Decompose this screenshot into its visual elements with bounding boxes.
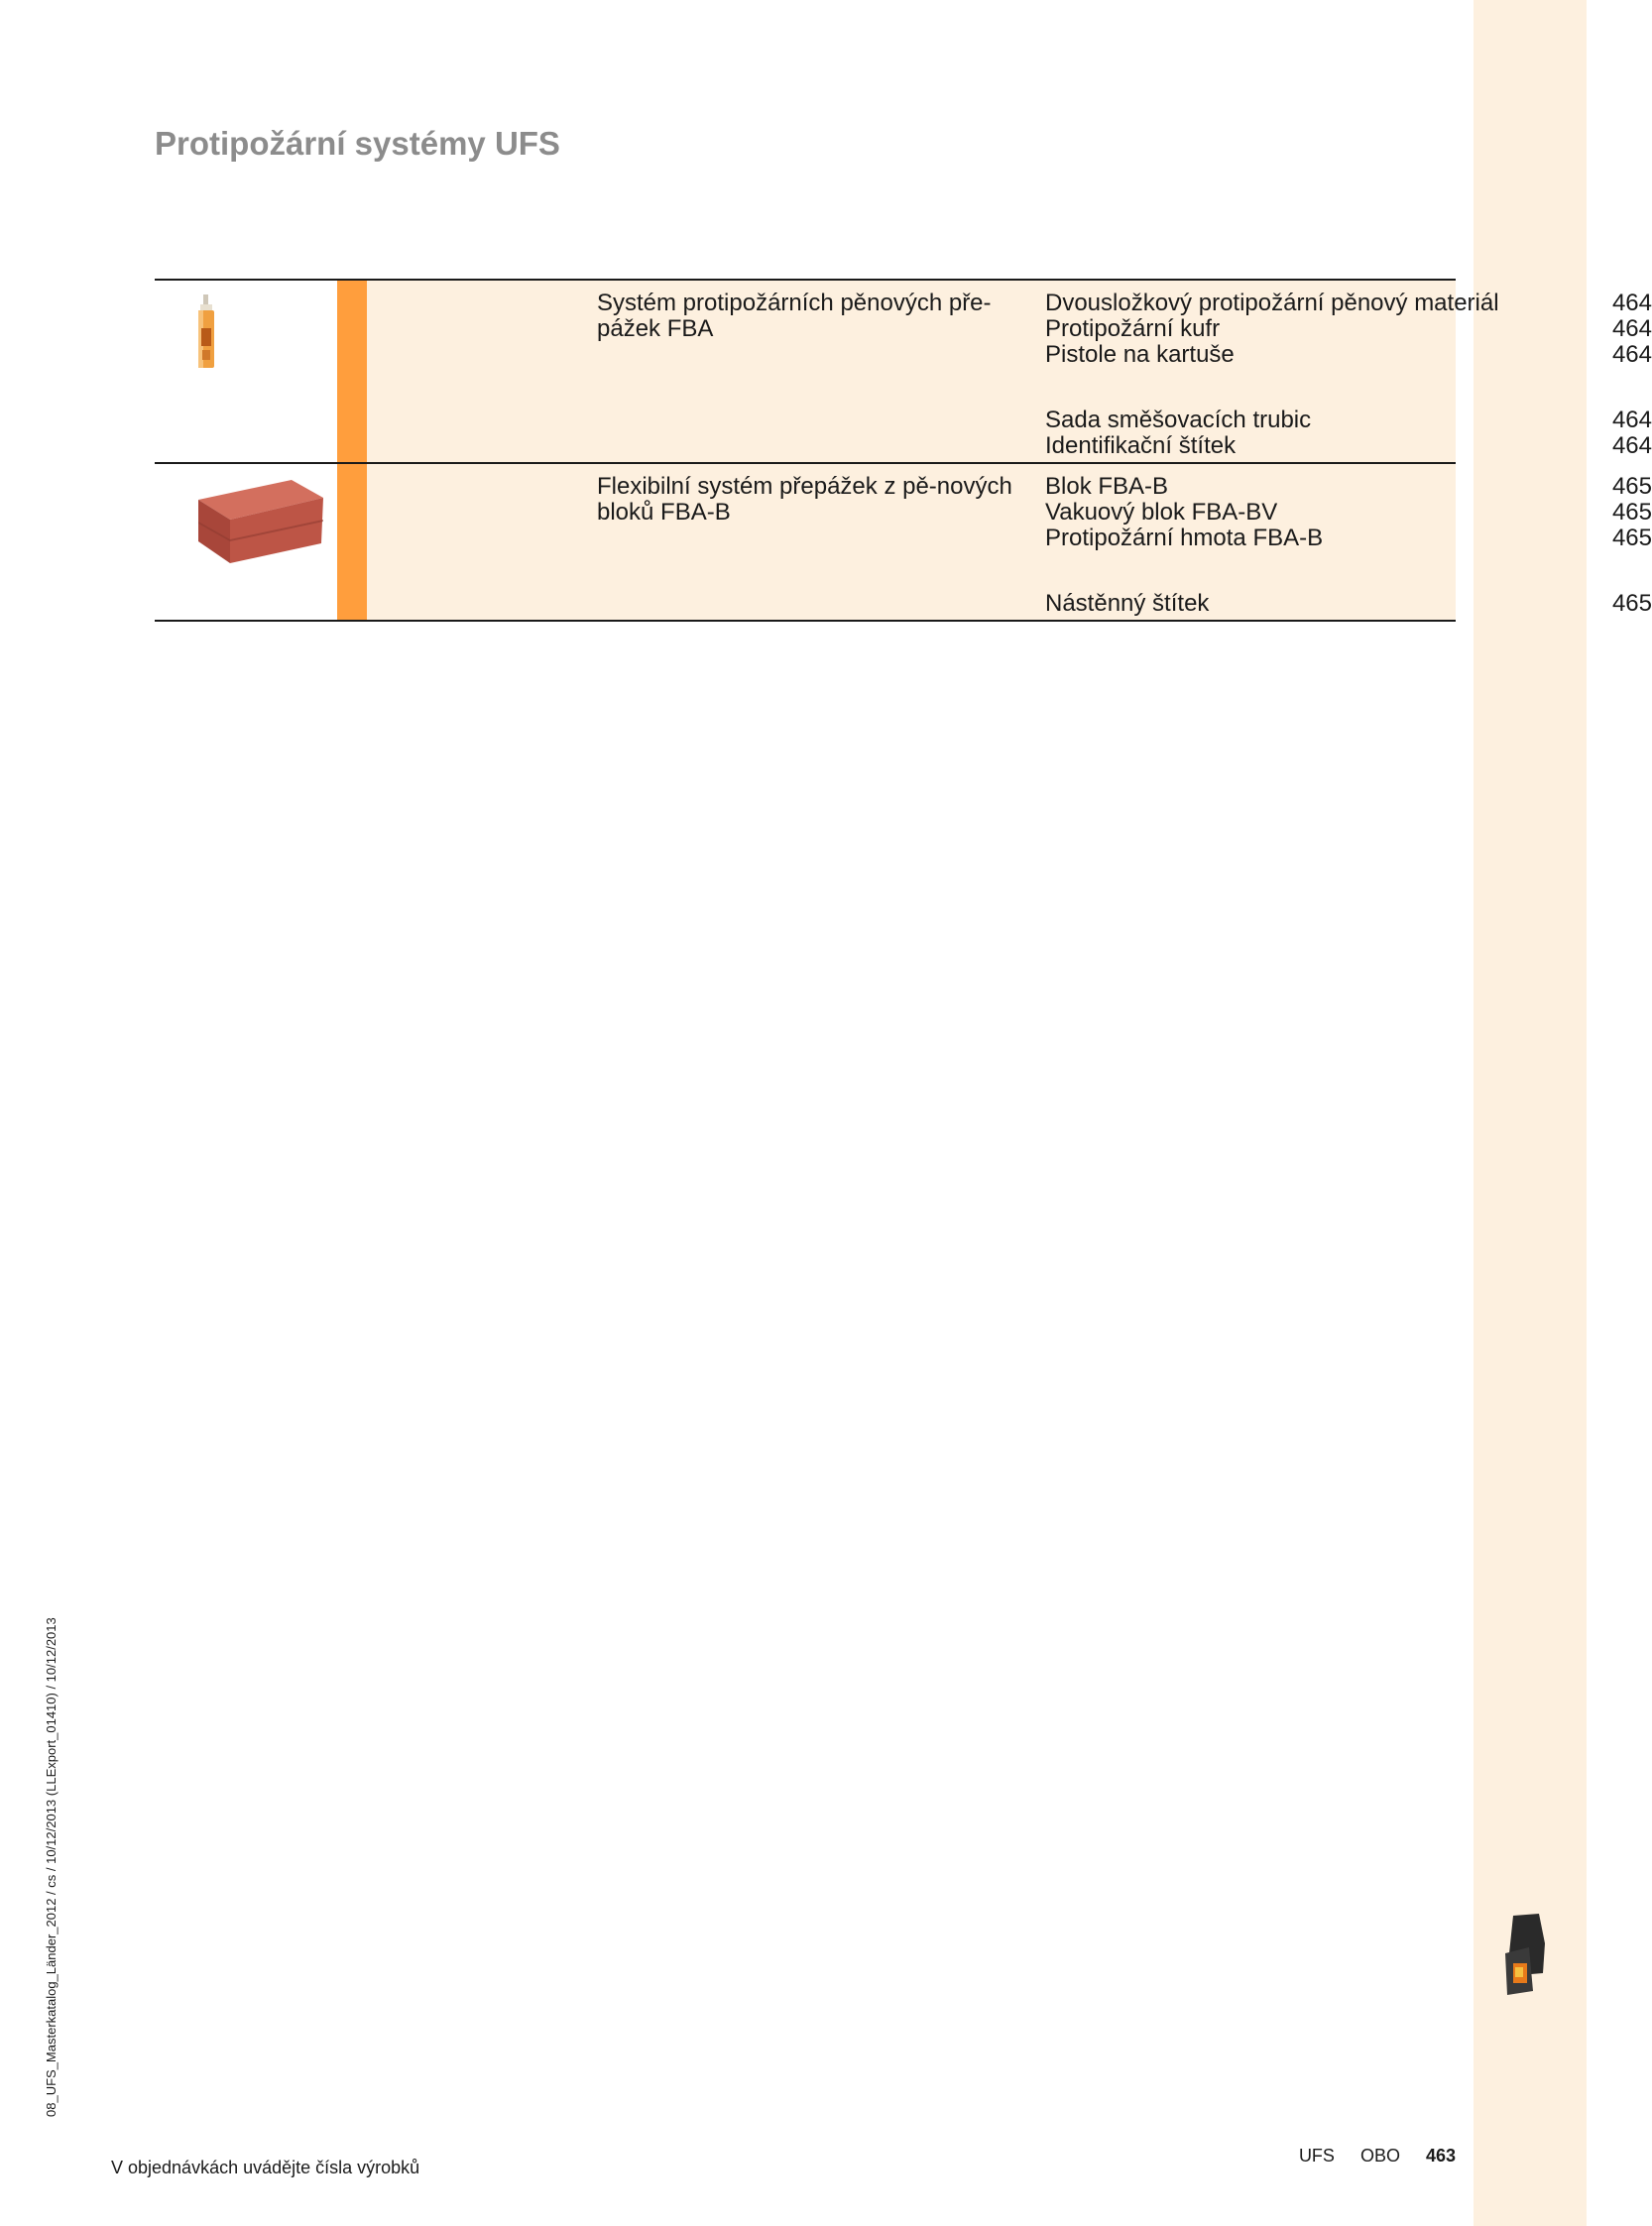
list-item[interactable]: [1045, 500, 1652, 526]
item-page: 464: [1611, 290, 1652, 316]
group-title: Systém protipožárních pěnových pře-pážek FBA: [597, 290, 992, 342]
accent-stripe: [337, 281, 367, 462]
product-image-cell: [155, 464, 337, 620]
footer-brand: OBO: [1359, 2146, 1400, 2166]
item-list: [1045, 291, 1652, 459]
page-title: Protipožární systémy UFS: [155, 125, 560, 162]
item-label: Sada směšovacích trubic: [1045, 407, 1312, 433]
product-image-cell: [155, 281, 337, 462]
foam-cartridge-image: [194, 294, 218, 370]
item-label: Nástěnný štítek: [1045, 590, 1210, 617]
catalog-row-fba: [155, 279, 1652, 462]
item-page: 464: [1611, 341, 1652, 368]
item-label: Protipožární kufr: [1045, 315, 1221, 342]
list-item[interactable]: [1045, 316, 1652, 342]
list-item[interactable]: [1045, 342, 1652, 368]
item-page: 464: [1611, 407, 1652, 433]
item-page: 465: [1611, 499, 1652, 526]
item-list: [1045, 474, 1652, 617]
list-item[interactable]: [1045, 408, 1652, 433]
footer-note: V objednávkách uvádějte čísla výrobků: [111, 2158, 420, 2177]
footer-section: UFS: [1298, 2146, 1335, 2166]
row-content: [367, 464, 1652, 620]
list-item[interactable]: [1045, 474, 1652, 500]
item-label: Identifikační štítek: [1045, 432, 1237, 459]
footer-page-number: 463: [1425, 2146, 1456, 2166]
list-item[interactable]: [1045, 291, 1652, 316]
item-label: Pistole na kartuše: [1045, 341, 1235, 368]
footer-right: [1299, 2146, 1456, 2167]
list-item[interactable]: [1045, 526, 1652, 551]
item-label: Dvousložkový protipožární pěnový materiál: [1045, 290, 1499, 316]
accent-stripe: [337, 464, 367, 620]
foam-block-image: [196, 478, 325, 565]
catalog-table: [155, 279, 1652, 622]
list-item[interactable]: [1045, 591, 1652, 617]
item-page: 464: [1611, 432, 1652, 459]
row-content: [367, 281, 1652, 462]
group-title: Flexibilní systém přepážek z pě-nových bloků FBA-B: [597, 473, 1012, 526]
item-page: 465: [1611, 473, 1652, 500]
list-item[interactable]: [1045, 433, 1652, 459]
item-page: 465: [1611, 590, 1652, 617]
item-page: 464: [1611, 315, 1652, 342]
item-label: Protipožární hmota FBA-B: [1045, 525, 1324, 551]
side-meta-text: 08_UFS_Masterkatalog_Länder_2012 / cs / 10/12/2013 (LLExport_01410) / 10/12/2013: [44, 1617, 59, 2117]
section-tab-thumbnail: [1499, 1914, 1547, 1997]
item-label: Blok FBA-B: [1045, 473, 1169, 500]
item-page: 465: [1611, 525, 1652, 551]
catalog-row-fba-b: [155, 462, 1652, 622]
item-label: Vakuový blok FBA-BV: [1045, 499, 1278, 526]
